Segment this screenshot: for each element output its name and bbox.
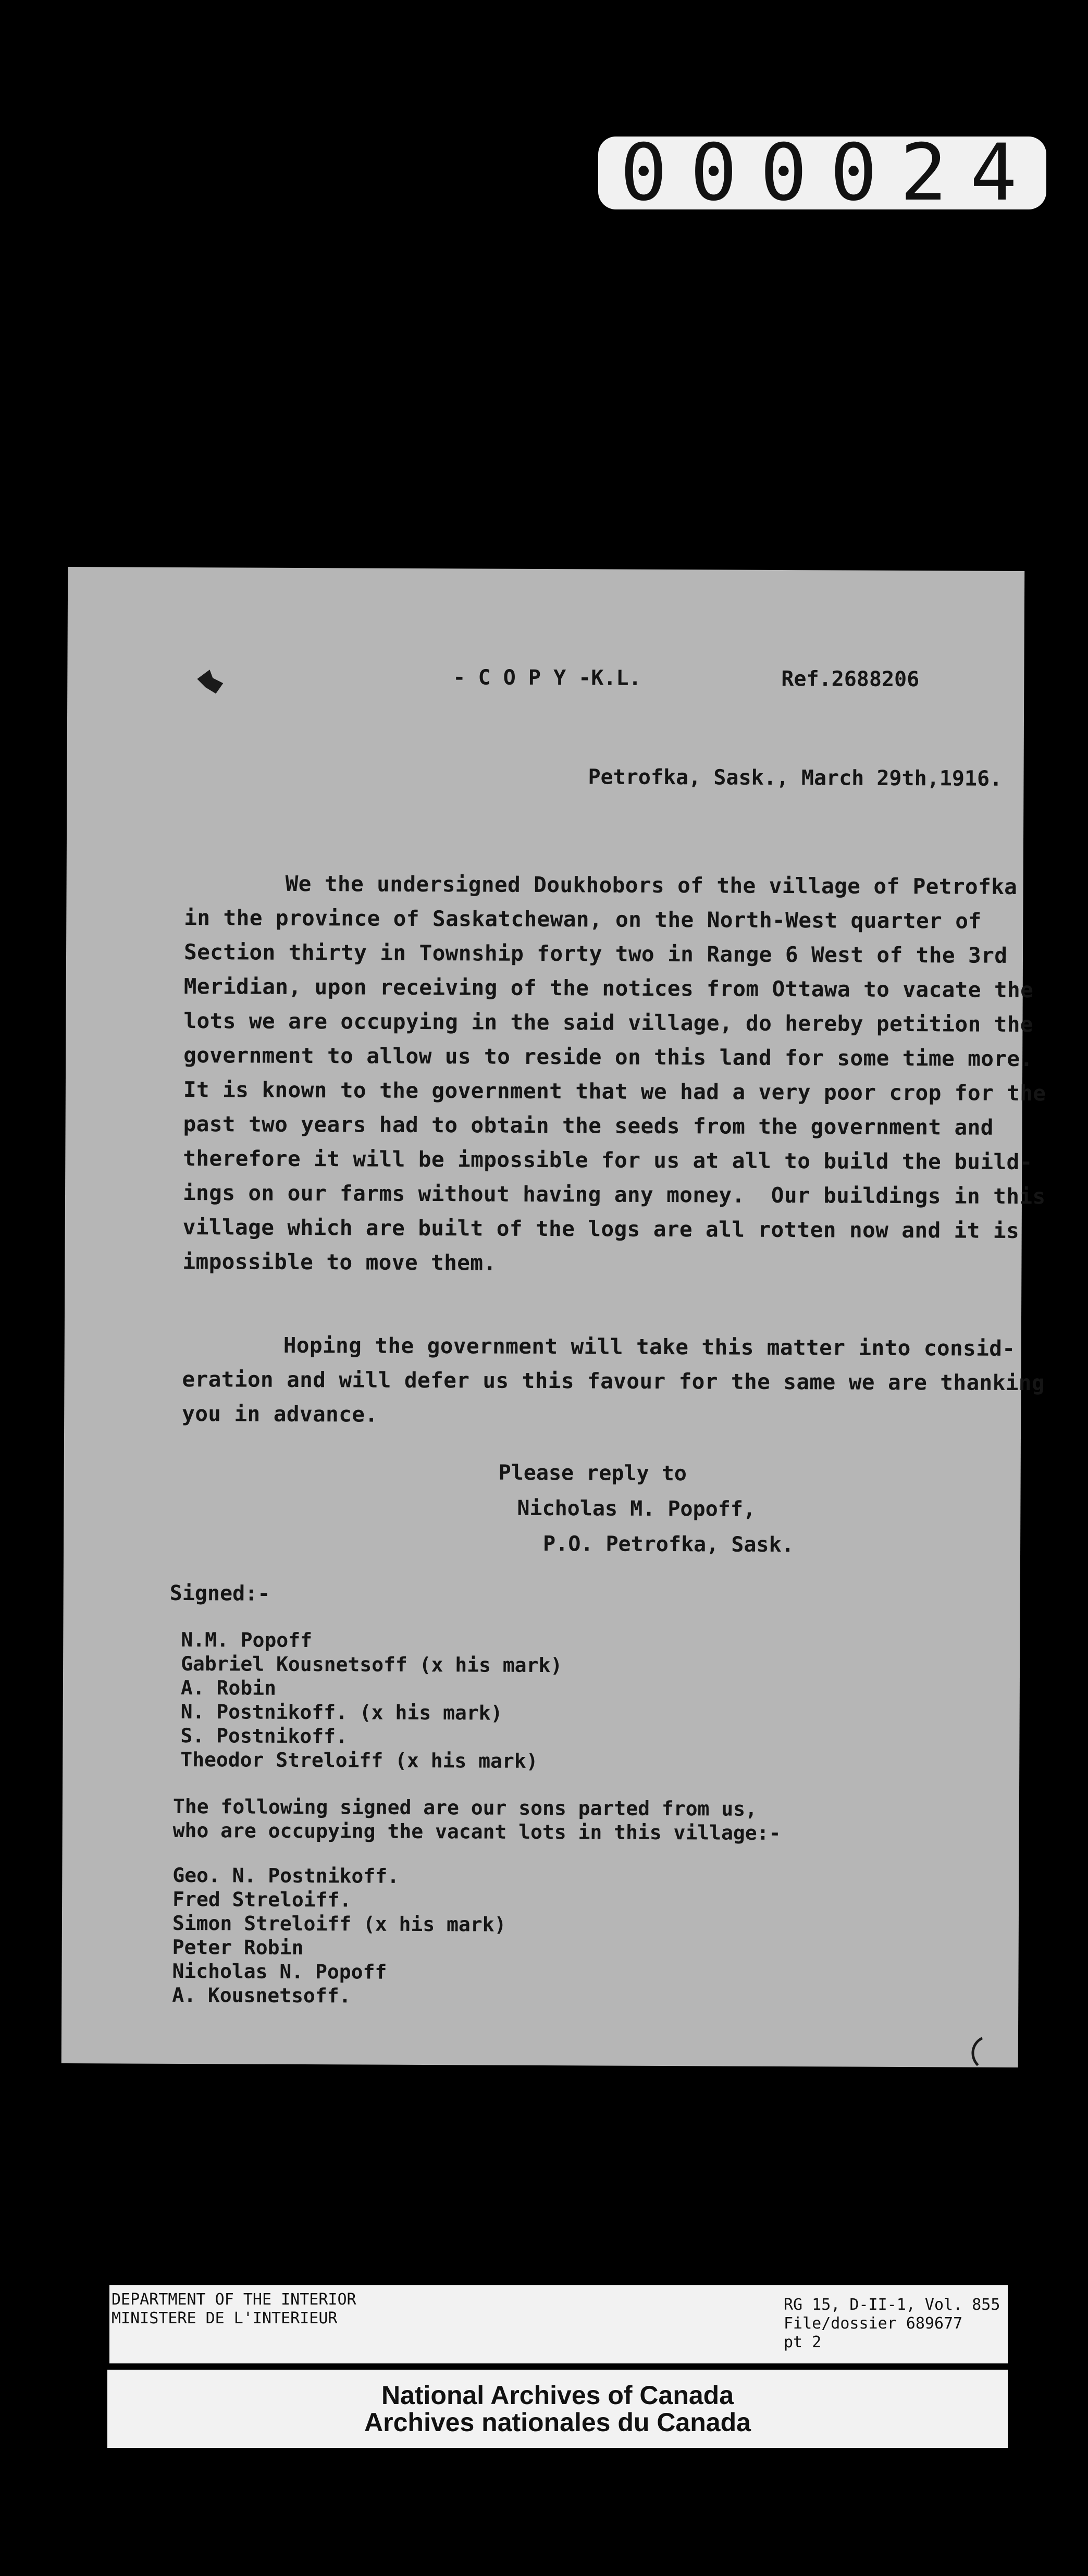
son-name: Geo. N. Postnikoff. [172, 1863, 400, 1888]
body-line: therefore it will be impossible for us at all to build the build- [183, 1145, 1033, 1175]
body-line: Hoping the government will take this matter into consid- [283, 1332, 1016, 1361]
department-fr: MINISTERE DE L'INTERIEUR [112, 2309, 338, 2327]
son-name: Simon Streloiff (x his mark) [172, 1911, 506, 1936]
department-en: DEPARTMENT OF THE INTERIOR [112, 2290, 356, 2309]
frame-number: 000024 [598, 137, 1046, 209]
body-line: We the undersigned Doukhobors of the village of Petrofka [285, 871, 1018, 899]
son-name: A. Kousnetsoff. [172, 1983, 351, 2008]
reply-to-line: P.O. Petrofka, Sask. [543, 1532, 794, 1557]
body-line: village which are built of the logs are all rotten now and it is [182, 1214, 1020, 1243]
signatory: N.M. Popoff [181, 1628, 313, 1652]
reference-number: Ref.2688206 [781, 666, 920, 692]
son-name: Peter Robin [172, 1935, 304, 1960]
signatory: S. Postnikoff. [180, 1724, 348, 1748]
body-line: in the province of Saskatchewan, on the North-West quarter of [184, 905, 982, 934]
body-line: It is known to the government that we had a very poor crop for the [183, 1076, 1046, 1106]
son-name: Fred Streloiff. [172, 1887, 352, 1912]
body-line: you in advance. [182, 1401, 378, 1427]
body-line: Section thirty in Township forty two in Range 6 West of the 3rd [183, 939, 1008, 968]
body-line: government to allow us to reside on this land for some time more. [183, 1042, 1033, 1072]
part-line: pt 2 [784, 2333, 822, 2351]
reply-to-line: Please reply to [498, 1460, 687, 1486]
reply-to-line: Nicholas M. Popoff, [517, 1496, 756, 1521]
body-line: past two years had to obtain the seeds from the government and [183, 1111, 994, 1140]
pencil-mark-icon [195, 667, 226, 696]
signatory: N. Postnikoff. (x his mark) [180, 1700, 503, 1725]
place-date: Petrofka, Sask., March 29th,1916. [588, 765, 1003, 791]
body-line: ings on our farms without having any money. Our buildings in this [182, 1180, 1046, 1209]
signatory: Gabriel Kousnetsoff (x his mark) [180, 1652, 563, 1677]
copy-mark: - C O P Y -K.L. [453, 665, 641, 690]
body-line: Meridian, upon receiving of the notices from Ottawa to vacate the [183, 973, 1034, 1003]
corner-mark-icon [967, 2036, 987, 2067]
body-line: eration and will defer us this favour for the same we are thanking [182, 1366, 1045, 1396]
archives-banner [107, 2370, 1008, 2448]
archives-name-fr: Archives nationales du Canada [364, 2408, 751, 2437]
signatory: A. Robin [180, 1676, 277, 1700]
sons-note-line: The following signed are our sons parted from us, [172, 1794, 758, 1820]
archives-name-en: National Archives of Canada [381, 2381, 734, 2410]
signed-label: Signed:- [169, 1581, 270, 1606]
signatory: Theodor Streloiff (x his mark) [180, 1748, 538, 1773]
reference-line: RG 15, D-II-1, Vol. 855 [784, 2296, 1000, 2314]
sons-note-line: who are occupying the vacant lots in this village:- [172, 1818, 781, 1845]
file-line: File/dossier 689677 [784, 2314, 963, 2333]
body-line: lots we are occupying in the said village, do hereby petition the [183, 1008, 1034, 1037]
body-line: impossible to move them. [182, 1248, 497, 1275]
document-page [61, 567, 1046, 2067]
archive-label-strip [109, 2285, 1008, 2363]
son-name: Nicholas N. Popoff [172, 1959, 387, 1984]
